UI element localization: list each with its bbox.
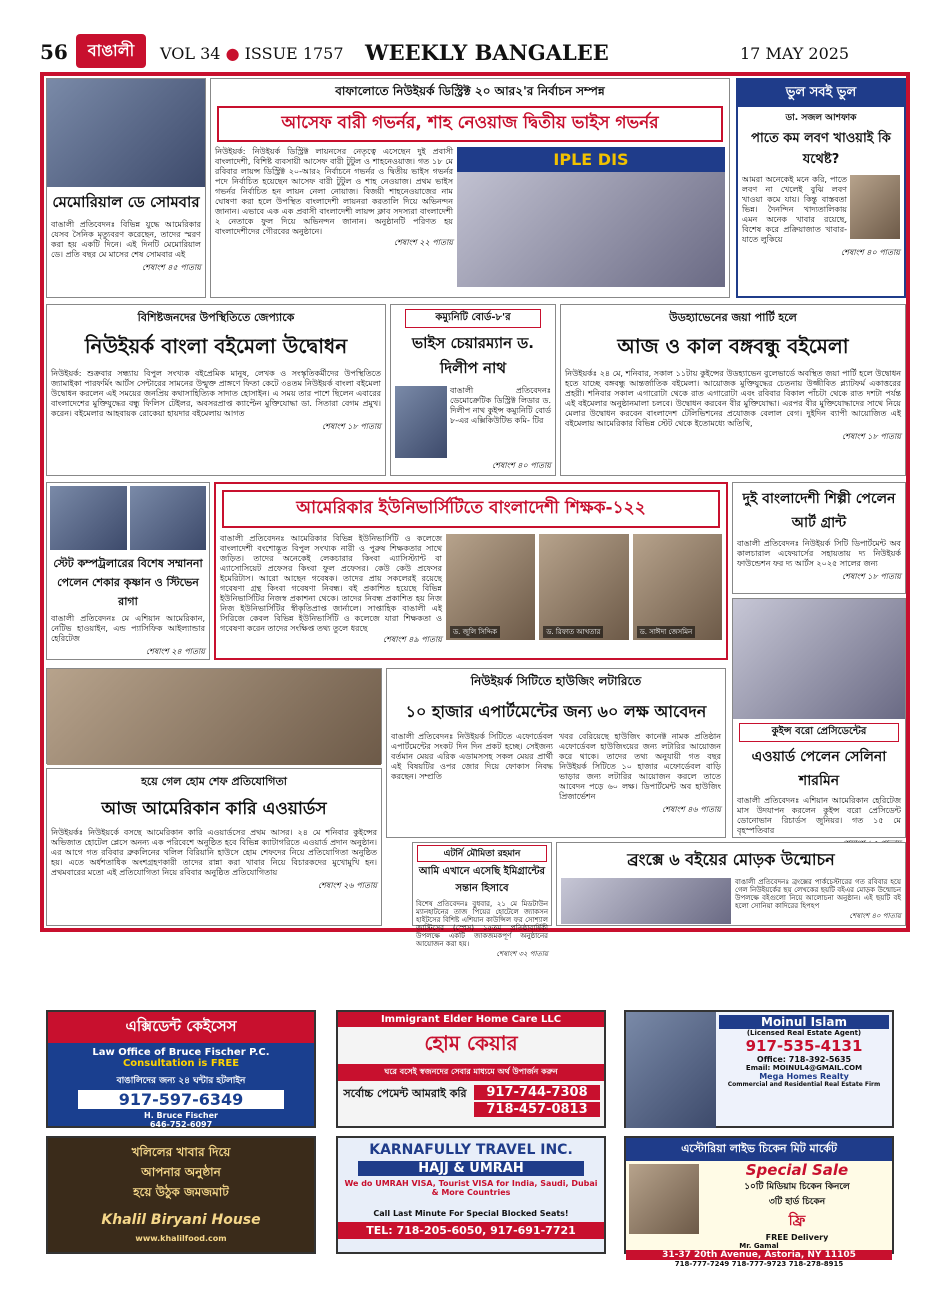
ad-accident-attorney-phone: 646-752-6097 [149,1120,213,1129]
ad-accident-hotline: বাঙালিদের জন্য ২৪ ঘন্টার হটলাইন [116,1076,246,1086]
ad-chicken-photo [629,1164,699,1234]
bangabandhu-story [560,304,906,476]
memorial-continued: শেষাংশ ৪৫ পাতায় [141,263,201,272]
ad-biryani-name: Khalil Biryani House [101,1212,261,1228]
ad-chicken-phones[interactable]: 718-777-7249 718-777-9723 718-278-8915 [674,1260,844,1268]
paper-logo: বাঙালী [76,34,146,68]
bronx-continued: শেষাংশ ৪০ পাতায় [849,912,901,920]
issue-info [160,44,344,63]
ad-travel-name: KARNAFULLY TRAVEL INC. [369,1142,573,1158]
memorial-photo [47,79,205,187]
bookfair-headline: নিউইয়র্ক বাংলা বইমেলা উদ্বোধন [84,334,348,358]
university-continued: শেষাংশ ৪৯ পাতায় [382,635,442,644]
lions-continued: শেষাংশ ২২ পাতায় [393,238,453,247]
issue: ISSUE 1757 [244,44,344,63]
ad-chicken[interactable] [624,1136,894,1268]
ad-biryani-website[interactable]: www.khalilfood.com [135,1234,227,1243]
ad-travel-note: Call Last Minute For Special Blocked Seats! [373,1209,569,1218]
column-body: আমরা অনেকেই মনে করি, পাতে লবণ না খেলেই বুঝি লবণ খাওয়া কমে যায়। কিন্তু বাস্তবতা ভিন্ন। দৈনন্দিন খাদ্যতালিকায় এমন অনেক খাবার রয়েছে, বিশেষ করে প্রক্রিয়াজাত খাবার- যাতে লুকিয়ে [742,175,847,244]
column-continued: শেষাংশ ৪০ পাতায় [840,248,900,257]
ad-travel-phone[interactable]: TEL: 718-205-6050, 917-691-7721 [338,1222,604,1239]
bangabandhu-continued: শেষাংশ ১৮ পাতায় [841,432,901,441]
immigrant-body: বিশেষ প্রতিবেদনঃ বুধবার, ২১ মে মিডটাউন ম্যানহাটনের তাজ পিয়ের হোটেলে জ্যাকসন হাইটসের বিশিষ্ট এশিয়ান কাউন্সিল ফর সোশ্যাল জাস্টিসের (স্পেস) ১৫তম প্রতিষ্ঠাবার্ষিকী উপলক্ষে একটি জাকজমকপূর্ণ অনুষ্ঠানের আয়োজন করা হয়। [416,900,548,948]
lions-body: নিউইয়র্ক: নিউইয়র্ক ডিস্ট্রিক্ট লায়নসের নেতৃত্বে এসেছেন দুই প্রবাসী বাংলাদেশী, বিশিষ্ট ব্যবসায়ী আসেফ বারী টুটুল ও শাহনেওয়াজ। গত ১৮ মে রবিবার লায়ন্স ডিস্ট্রিক্ট ২০-আর২ নির্বাচনে গভর্নর ও দ্বিতীয় ভাইস গভর্নর পদে নির্বাচিত হয়েছেন আসেফ বারী টুটুল ও শাহ নেওয়াজ। প্রথম ভাইস গভর্নর নির্বাচিত হন লায়ন নেলা নোয়াজ। বিজয়ী শাহনেওয়াজের নাম ঘোষণা করা হলে উপস্থিত বাংলাদেশী লায়নরা করতালি দিয়ে অভিনন্দন জানান। এভাবে এক এক প্রবাসী বাংলাদেশী লায়ন্স ক্লাব সদস্যরা বাংলাদেশী ২ নেতাকে ফুল দিয়ে অভিনন্দন জানান। অনুষ্ঠানটি পরিণত হয় বাংলাদেশীদের গৌরবের অনুষ্ঠানে। [215,147,453,236]
ad-realestate[interactable] [624,1010,894,1128]
bronx-photo [561,878,731,924]
chef-body: নিউইয়র্কঃ নিউইয়র্কে বসছে আমেরিকান কারি এওয়ার্ডসের প্রথম আসর। ২৪ মে শনিবার কুইন্সের অভিজাত হোটেল প্লেসে অনন্য এক পরিবেশে অনুষ্ঠিত হবে বিভিন্ন ক্যাটাগরিতে এওয়ার্ড প্রদান অনুষ্ঠান। এর আগে গত রবিবার ব্রুকলিনের খলিল বিরিয়ানি হাউসে হোম শেফদের নিয়ে প্রতিযোগিতা অনুষ্ঠিত হয়। এতে অর্ধশতাধিক অংশগ্রহণকারী তাদের রান্না করা খাবার নিয়ে বিচারকদের মুখোমুখি হন। প্রথমবারের মতো এই প্রতিযোগিতা নিয়ে রবিবার অনুষ্ঠিত প্রতিযোগিতায় [51,828,377,877]
author-photo [850,175,900,239]
bangabandhu-kicker: উডহ্যাভেনের জয়া পার্টি হলে [669,311,797,324]
lions-kicker: বাফালোতে নিউইয়র্ক ডিস্ট্রিক্ট ২০ আর২'র নির্বাচন সম্পন্ন [335,84,605,98]
ad-realestate-phone[interactable]: 917-535-4131 [745,1037,863,1055]
ad-chicken-offer-2: ৩টি হার্ড চিকেন [768,1197,826,1207]
chef-photo-box [46,668,382,764]
ad-accident-attorney: H. Bruce Fischer [144,1111,218,1120]
ad-homecare[interactable] [336,1010,606,1128]
selina-body: বাঙালী প্রতিবেদনঃ এশিয়ান আমেরিকান হেরিটেজ মাস উদযাপন করলেন কুইন্স বরো প্রেসিডেন্ট ডোনোভান রিচার্ডস জুনিয়র। গত ১৫ মে বৃহস্পতিবার [737,796,901,835]
housing-story [386,668,726,838]
memorial-story [46,78,206,298]
ad-realestate-footer: Commercial and Residential Real Estate Firm [727,1081,881,1088]
comptroller-photo-right [130,486,207,550]
lions-banner-text: IPLE DIS [457,147,725,172]
ad-chicken-contact: Mr. Gamal [739,1242,779,1250]
ad-biryani[interactable] [46,1136,316,1254]
chef-kicker: হয়ে গেল হোম শেফ প্রতিযোগিতা [141,775,287,788]
lions-story [210,78,730,298]
ad-accident-firm: Law Office of Bruce Fischer P.C. [92,1047,270,1058]
community-body: বাঙালী প্রতিবেদনঃ ডেমোক্রেটিক ডিস্ট্রিক্ট লিডার ড. দিলীপ নাথ কুইন্স কম্যুনিটি বোর্ড ৮-এর এক্সিকিউটিভ কমি- টির [450,386,551,425]
comptroller-continued: শেষাংশ ২৪ পাতায় [145,647,205,656]
selina-kicker: কুইন্স বরো প্রেসিডেন্টের [739,723,899,742]
memorial-body: বাঙালী প্রতিবেদনঃ বিভিন্ন যুদ্ধে আমেরিকার যেসব সৈনিক মৃত্যুবরণ করেছেন, তাদের স্মরণ করা হয় একটি দিনে। এই দিনটি মেমোরিয়াল ডে। প্রতি বছর মে মাসের শেষ সোমবার এই [51,220,201,259]
column-headline: পাতে কম লবণ খাওয়াই কি যথেষ্ট? [751,131,891,167]
page-number: 56 [40,40,68,64]
professor-caption-3: ড. সাঈদা জেসমিন [637,626,696,638]
ad-travel-hajj: HAJJ & UMRAH [358,1161,584,1176]
ad-chicken-address: 31-37 20th Avenue, Astoria, NY 11105 [626,1250,892,1260]
immigrant-headline: আমি এখানে এসেছি ইমিগ্রান্টের সন্তান হিসাবে [418,866,546,894]
ad-homecare-phone-1[interactable]: 917-744-7308 [474,1085,600,1100]
lions-headline: আসেফ বারী গভর্নর, শাহ নেওয়াজ দ্বিতীয় ভাইস গভর্নর [217,106,723,142]
chef-continued: শেষাংশ ২৬ পাতায় [317,881,377,890]
comptroller-headline: স্টেট কম্পট্রলারের বিশেষ সম্মাননা পেলেন শেকার কৃষ্ণান ও স্টিভেন রাগা [53,557,203,608]
bronx-headline: ব্রংক্সে ৬ বইয়ের মোড়ক উন্মোচন [627,850,835,869]
artists-headline: দুই বাংলাদেশী শিল্পী পেলেন আর্ট গ্রান্ট [742,491,896,531]
issue-date: 17 MAY 2025 [740,44,850,63]
bronx-story [556,842,906,926]
immigrant-kicker: এটর্নি মৌমিতা রহমান [417,845,547,862]
ad-travel-visa: We do UMRAH VISA, Tourist VISA for India, Saudi, Dubai & More Countries [344,1179,598,1197]
housing-kicker: নিউইয়র্ক সিটিতে হাউজিং লটারিতে [470,674,642,688]
dilip-nath-photo [395,386,447,458]
university-story [214,482,728,660]
ad-chicken-free: ফ্রি [788,1213,806,1229]
ad-realestate-office: Office: 718-392-5635 [756,1055,852,1064]
immigrant-story [412,842,552,958]
community-kicker: কম্যুনিটি বোর্ড-৮'র [405,309,541,328]
ad-accident-consult: Consultation is FREE [122,1058,240,1069]
paper-name: WEEKLY BANGALEE [365,40,609,65]
ad-travel[interactable] [336,1136,606,1254]
comptroller-body: বাঙালী প্রতিবেদনঃ মে এশিয়ান আমেরিকান, নেটিভ হাওয়াইন, এন্ড প্যাসিফিক আইল্যান্ডার হেরিটেজ [51,614,205,643]
community-headline: ভাইস চেয়ারম্যান ড. দিলীপ নাথ [411,334,535,377]
ad-biryani-line-1: খলিলের খাবার দিয়ে [131,1145,231,1159]
ad-homecare-phone-2[interactable]: 718-457-0813 [474,1102,600,1117]
bangabandhu-headline: আজ ও কাল বঙ্গবন্ধু বইমেলা [617,334,849,358]
ad-realestate-company: Mega Homes Realty [759,1072,849,1081]
ad-homecare-tagline: ঘরে বসেই স্বজনদের সেবার মাধ্যমে অর্থ উপার্জন করুন [338,1064,604,1081]
lions-photo [457,147,725,287]
ad-chicken-sale: Special Sale [745,1161,849,1179]
housing-headline: ১০ হাজার এপার্টমেন্টের জন্য ৬০ লক্ষ আবেদন [405,702,707,721]
ad-chicken-title: এস্টোরিয়া লাইভ চিকেন মিট মার্কেট [626,1138,892,1161]
bookfair-kicker: বিশিষ্টজনদের উপস্থিতিতে জেপ্যাকে [137,311,295,324]
chef-photo [47,669,381,765]
bronx-body: বাঙালী প্রতিবেদনঃ ব্রংক্সের পার্কচেস্টারের গত রবিবার হয়ে গেল নিউইয়র্কের ছয় লেখকের ছয়টি বইএর মোড়ক উন্মোচন উপলক্ষে বইগুলো নিয়ে আলোচনা অনুষ্ঠান। এই ছয়টি বই হলো সোনিয়া কাদিরের হিপহপ [735,878,901,910]
artists-continued: শেষাংশ ১৮ পাতায় [841,572,901,581]
ad-biryani-line-3: হয়ে উঠুক জমজমাট [133,1185,229,1199]
memorial-headline: মেমোরিয়াল ডে সোমবার [52,193,200,211]
ad-accident-phone[interactable]: 917-597-6349 [78,1090,284,1109]
community-story [390,304,556,476]
housing-body-left: বাঙালী প্রতিবেদনঃ নিউইয়র্ক সিটিতে এফোর্ডেবল এপার্টমেন্টের সংকট দিন দিন প্রকট হচ্ছে। সেইজন্য বর্তমান মেয়র এরিক এডামসসহ সকল মেয়র প্রার্থী এই বিষয়টির ওপর জোর দিয়ে ফোকাস নিবদ্ধ করছেন। সম্প্রতি [391,732,553,781]
selina-headline: এওয়ার্ড পেলেন সেলিনা শারমিন [751,749,887,789]
bangabandhu-body: নিউইয়র্কঃ ২৪ মে, শনিবার, সকাল ১১টায় কুইন্সের উডহ্যাভেন বুলেভার্ডে অবস্থিত জয়া পার্টি হলে উদ্বোধন হতে যাচ্ছে বঙ্গবন্ধু আন্তর্জাতিক বইমেলা। আয়োজক মুক্তিযুদ্ধের চেতনায় উজ্জীবিত প্ল্যাটফর্ম একাত্তরের প্রহরী। শনিবার সকাল এগারোটা থেকে রাত এগারোটা এবং রবিবার বিকাল পাঁচটা থেকে রাত দশটা পর্যন্ত এই বইমেলার অনুষ্ঠানমালা চলবে। উদ্বোধন করবেন বীর মুক্তিযোদ্ধা। এরপর বীর মুক্তিযোদ্ধাদের সাথে নিয়ে মেলার উদ্বোধন করবেন বাংলাদেশ টেলিভিশনের প্রযোজক বেলাল বেগ। দুইদিন ব্যাপী আয়োজিত এই বইমেলায় আমেরিকার বিভিন্ন স্টেট থেকে ইতোমধ্যে অতিথি, [565,369,901,428]
chef-headline: আজ আমেরিকান কারি এওয়ার্ডস [101,799,327,819]
bookfair-story [46,304,386,476]
professor-caption-2: ড. রিফাত আখতার [543,626,603,638]
ad-realestate-role: (Licensed Real Estate Agent) [746,1029,862,1037]
housing-body-right: খবর বেরিয়েছে হাউজিং কানেক্ট নামক প্রতিষ্ঠান এফোর্ডেবল হাউজিংয়ের জন্য লটারির আয়োজন করে থাকে। তাদের তথ্য অনুযায়ী গত বছর নিউইয়র্ক সিটিতে ১০ হাজার এফোর্ডেবল বাড়ি ভাড়ার জন্য লটারির আয়োজন করলে তাতে আবেদন পড়ে ৬০ লক্ষ। ডিপার্টমেন্ট অব হাউজিং প্রিজার্ভেশন [559,732,721,801]
ad-biryani-line-2: আপনার অনুষ্ঠান [141,1165,221,1179]
professor-caption-1: ড. জুলি সিদ্দিক [450,626,500,638]
artists-story [732,482,906,594]
immigrant-continued: শেষাংশ ৩২ পাতায় [496,950,548,958]
comptroller-photo-left [50,486,127,550]
ad-realestate-photo [626,1012,716,1128]
ad-realestate-name: Moinul Islam [719,1015,889,1029]
chef-story [46,768,382,926]
ad-homecare-title: হোম কেয়ার [424,1031,518,1055]
artists-body: বাঙালী প্রতিবেদনঃ নিউইয়র্ক সিটি ডিপার্টমেন্ট অব কালচারাল এফেয়ার্সের সহায়তায় দ্য নিউইয়র্ক ফাউন্ডেশন ফর দ্য আর্টস ২০২৫ সালের জন্য [737,539,901,568]
housing-continued: শেষাংশ ৪৬ পাতায় [661,805,721,814]
university-headline: আমেরিকার ইউনিভার্সিটিতে বাংলাদেশী শিক্ষক-১২২ [222,490,720,528]
ad-accident[interactable] [46,1010,316,1128]
professor-photo-3 [633,534,722,640]
community-continued: শেষাংশ ৪০ পাতায় [491,461,551,470]
health-column [736,78,906,298]
university-body: বাঙালী প্রতিবেদনঃ আমেরিকার বিভিন্ন ইউনিভার্সিটি ও কলেজে বাংলাদেশী বংশোদ্ভূত বিপুল সংখ্যক নারী ও পুরুষ শিক্ষকতার সাথে জড়িত। তাদের অনেকেই লেকচারার কিংবা এ্যাসিস্ট্যান্ট বা এ্যাসোসিয়েট প্রফেসর কিংবা ফুল প্রফেসর। কেউ কেউ প্রফেসর ইমেরিটাস। আরো আছেন গবেষক। তাদের প্রায় সকলেরই রয়েছে গবেষণা গ্রন্থ কিংবা গবেষণা নিবন্ধ। বই প্রকাশিত হয়েছে বিভিন্ন ইউনিভার্সিটির নিজস্ব প্রকাশনা থেকে। তাদের নিবন্ধ প্রকাশিত হয় নিজ নিজ ইউনিভার্সিটির স্বীকৃতিপ্রাপ্ত জার্নালে। সাপ্তাহিক বাঙালী এই সিরিজে কেবল বিভিন্ন ইউনিভার্সিটি ও কলেজে যারা শিক্ষকতা ও গবেষণা করেন তাদের সংক্ষিপ্ত তথ্য তুলে ধরছে [220,534,442,633]
ad-homecare-company: Immigrant Elder Home Care LLC [338,1012,604,1027]
ad-realestate-email[interactable]: Email: MOINUL4@GMAIL.COM [745,1064,863,1072]
bookfair-continued: শেষাংশ ১৮ পাতায় [321,422,381,431]
selina-story [732,598,906,838]
professor-photo-1 [446,534,535,640]
selina-photo [733,599,905,719]
volume: VOL 34 [160,44,221,63]
ad-homecare-pay: সর্বোচ্চ পেমেন্ট আমরাই করি [343,1087,467,1100]
comptroller-story [46,482,210,660]
professor-photo-2 [539,534,628,640]
bullet-icon: ● [225,44,245,63]
ad-chicken-delivery: FREE Delivery [765,1233,829,1242]
column-title: ভুল সবই ভুল [738,80,904,107]
ad-chicken-offer-1: ১০টি মিডিয়াম চিকেন কিনলে [744,1182,850,1192]
bookfair-body: নিউইয়র্ক: শুক্রবার সন্ধ্যায় বিপুল সংখ্যক বইপ্রেমিক মানুষ, লেখক ও সংস্কৃতিকর্মীদের উপস্থিতিতে জ্যামাইকা পারফর্মিং আর্টস সেন্টারের সামনের উন্মুক্ত প্রাঙ্গণে ফিতা কেটে ৩৪তম নিউইয়র্ক বাংলা বইমেলা উদ্বোধন করলেন এই সময়ের জনপ্রিয় কথাসাহিত্যিক সাদাত হোসাইন। এ সময় তার পাশে ছিলেন এবারের বাংলাদেশের মুক্তিযুদ্ধের বন্ধু ফিলিস টেইলর, অবসরপ্রাপ্ত ক্যাপ্টেন মুক্তিযোদ্ধা ডা. সিতারা বেগম প্রমুখ। করেন। বইমেলার আহবায়ক রোকেয়া হায়দার বইমেলায় আগত [51,369,381,418]
column-author: ডা. সজল আশফাক [785,113,857,123]
ad-accident-title: এক্সিডেন্ট কেইসেস [48,1012,314,1043]
